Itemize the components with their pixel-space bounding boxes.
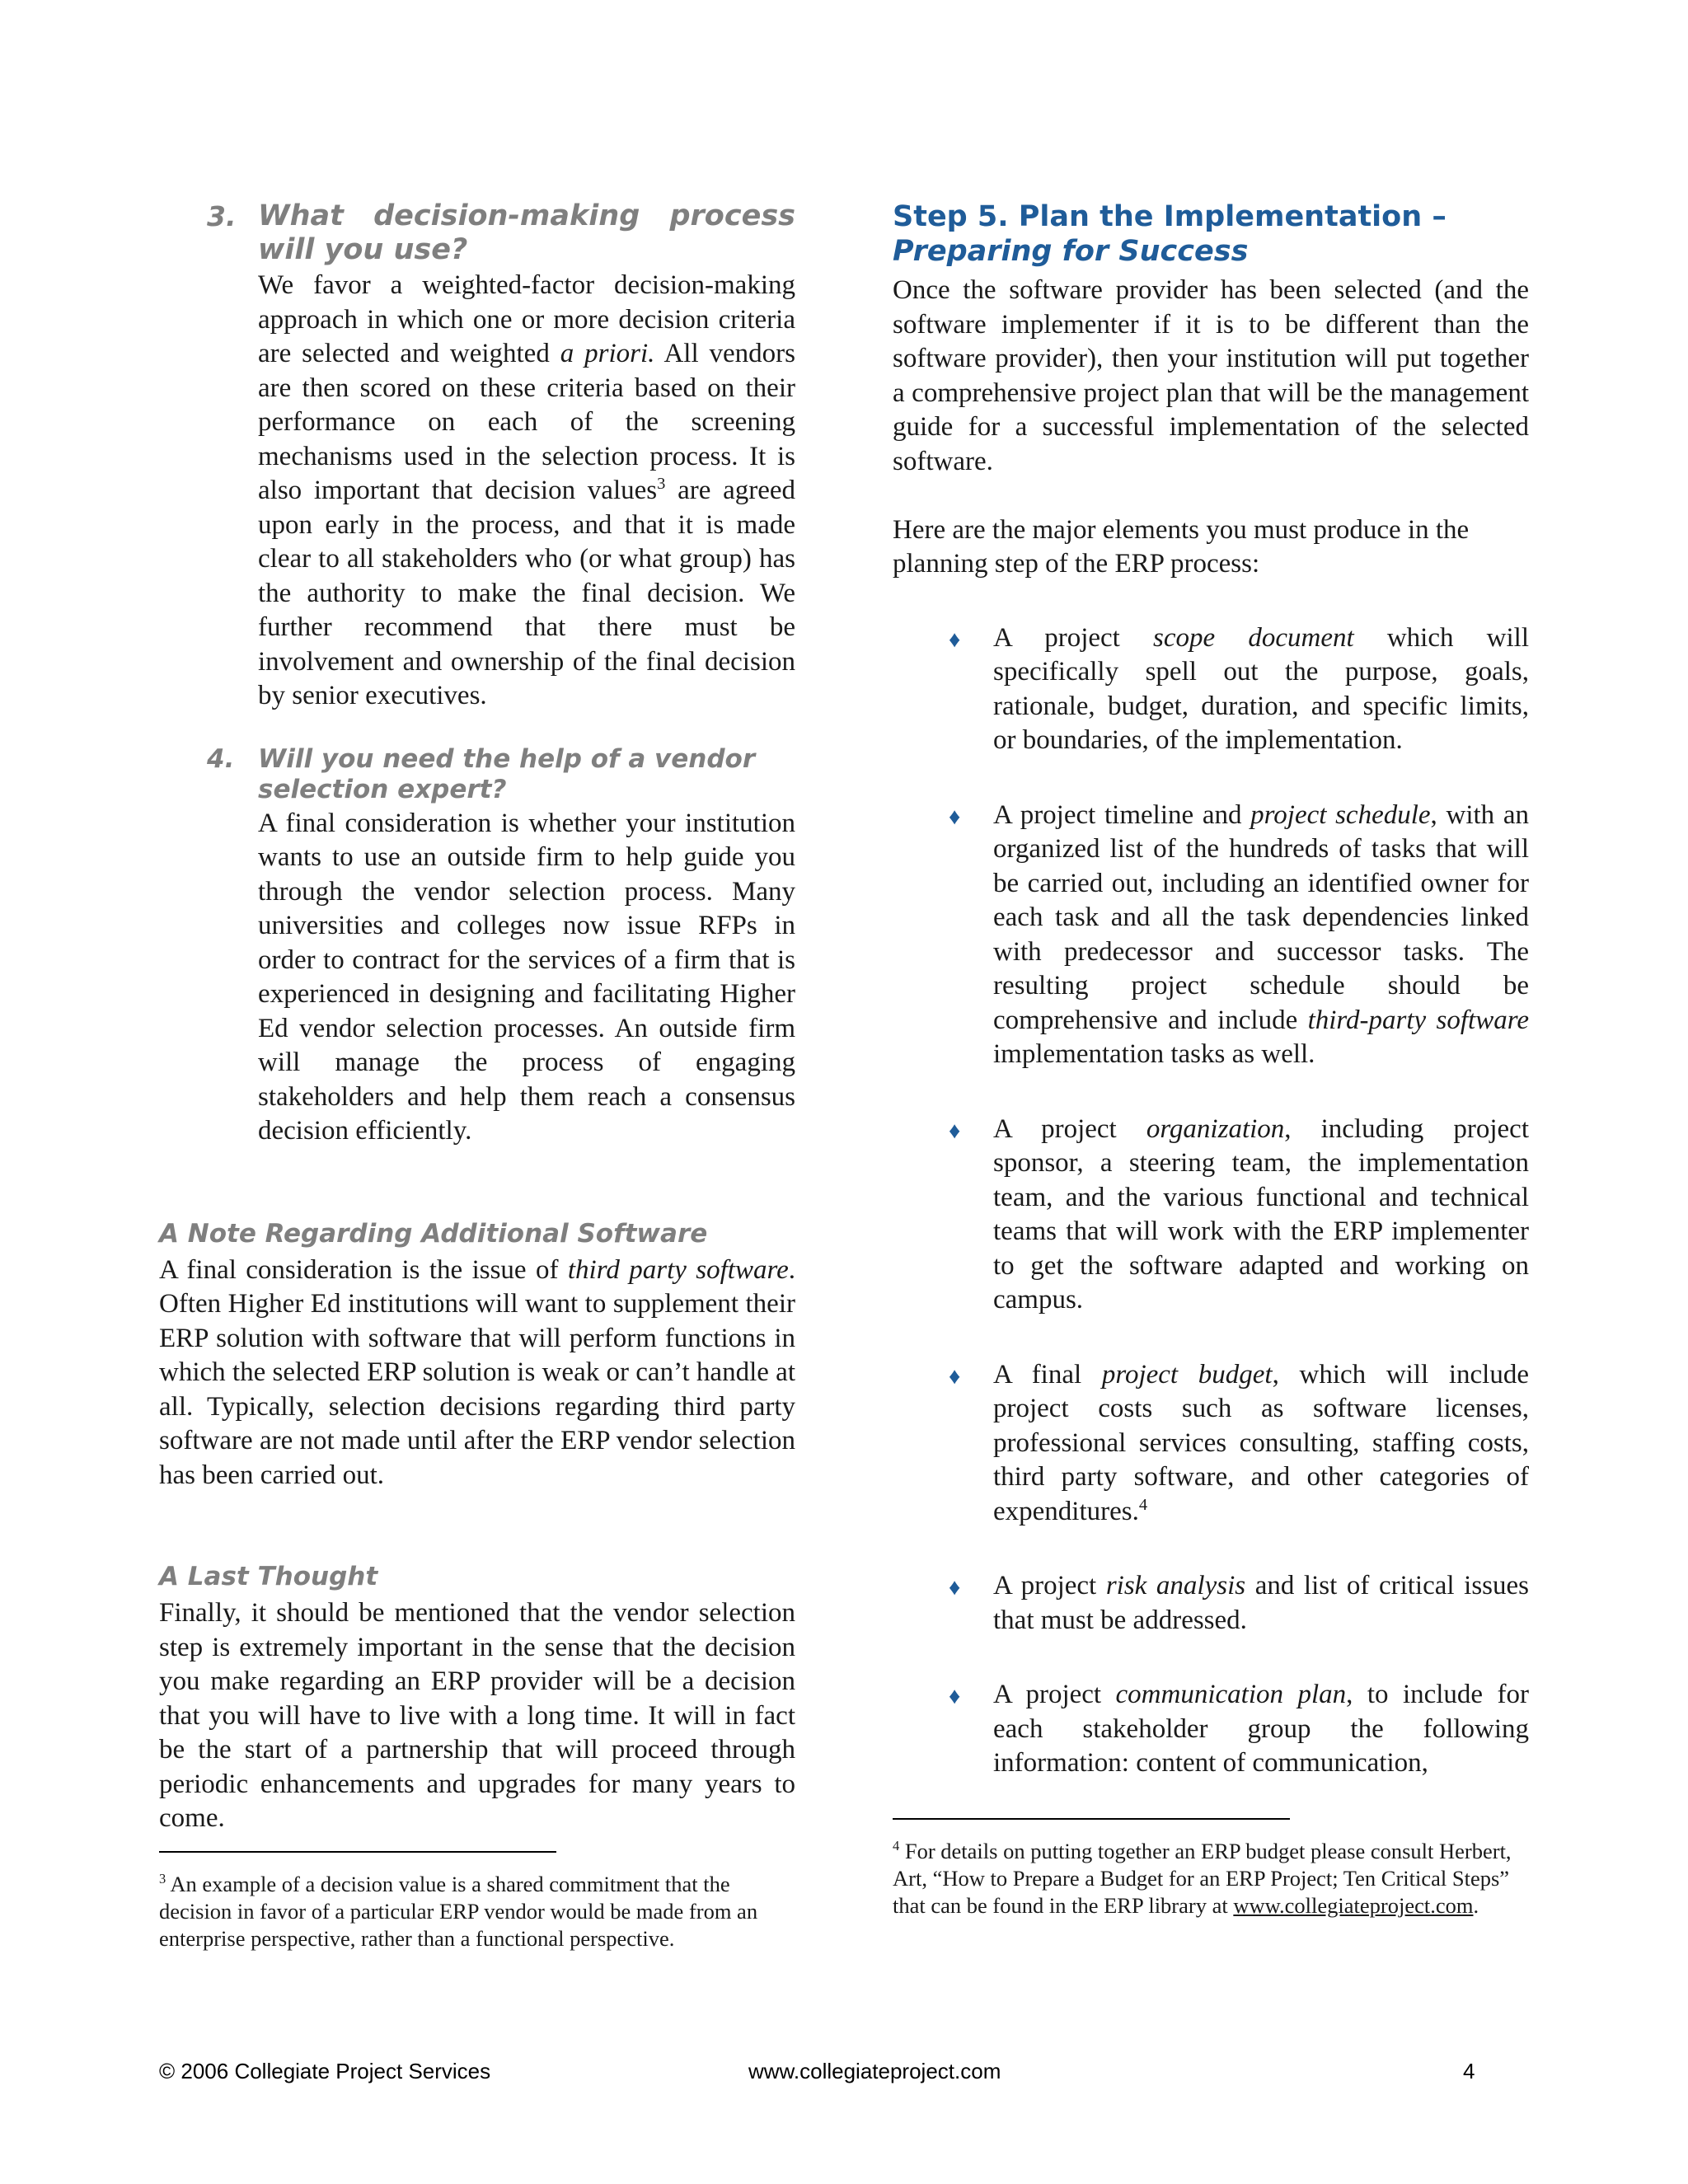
diamond-bullet-icon: ♦ bbox=[949, 804, 961, 830]
footnote-ref-4: 4 bbox=[1138, 1495, 1148, 1514]
right-column bbox=[893, 199, 1529, 1919]
diamond-bullet-icon: ♦ bbox=[949, 1363, 961, 1390]
question-3-title-line2: will you use? bbox=[258, 233, 468, 266]
list-item-scope-document: ♦ A project scope document which will specifically spell out the purpose, goals, rationale, budget, duration, and specific limits, or boundaries, of the implementation. bbox=[949, 622, 1529, 755]
question-4-number: 4. bbox=[207, 743, 235, 774]
list-item-project-budget: ♦ A final project budget, which will include project costs such as software licenses, professional services consulting, staffing costs, third party software, and other categories of expenditures.$^4$ bbox=[949, 1359, 1529, 1526]
last-thought-heading: A Last Thought bbox=[159, 1562, 378, 1591]
diamond-bullet-icon: ♦ bbox=[949, 1575, 961, 1601]
note-additional-software bbox=[159, 1218, 795, 1493]
footer-page-number: 4 bbox=[1463, 2059, 1475, 2083]
collegiateproject-link[interactable]: www.collegiateproject.com bbox=[1233, 1892, 1474, 1918]
elements-intro: Here are the major elements you must produce in the planning step of the ERP process: bbox=[893, 514, 1470, 579]
footer-website-link[interactable]: www.collegiateproject.com bbox=[748, 2059, 1001, 2083]
list-item-risk-analysis: ♦ A project risk analysis and list of critical issues that must be addressed. bbox=[949, 1571, 1529, 1635]
list-item-organization: ♦ A project organization, including project sponsor, a steering team, the implementation team, and the various functional and technical teams that will work with the ERP implementer to get the software adapted and working on campus. bbox=[949, 1113, 1529, 1315]
step-5-subtitle: Preparing for Success bbox=[893, 235, 1249, 268]
question-3-number: 3. bbox=[207, 200, 237, 232]
footnote-3: $^3$ An example of a decision value is a shared commitment that the decision in favor of a particular ERP vendor would be made from an enterprise perspective, rather than a functional perspective. bbox=[159, 1870, 758, 1951]
note-body: A final consideration is the issue of third party software. Often Higher Ed institutions will want to supplement their ERP solution with software that will perform functions in which the selected ERP solution is weak or can’t handle at all. Typically, selection decisions regarding third party software are not made until after the ERP vendor selection has been carried out. bbox=[159, 1254, 795, 1490]
note-heading: A Note Regarding Additional Software bbox=[159, 1218, 708, 1249]
question-4-body: A final consideration is whether your institution wants to use an outside firm to help guide you through the vendor selection process. Many universities and colleges now issue RFPs in order to contract for the services of a firm that is experienced in designing and facilitating Higher Ed vendor selection processes. An outside firm will manage the process of engaging stakeholders and help them reach a consensus decision efficiently. bbox=[258, 808, 795, 1146]
diamond-bullet-icon: ♦ bbox=[949, 1684, 961, 1709]
diamond-bullet-icon: ♦ bbox=[949, 1118, 961, 1144]
footnote-ref-3: 3 bbox=[657, 475, 666, 493]
elements-list bbox=[893, 621, 1529, 1781]
question-4 bbox=[159, 744, 795, 1149]
step-5-intro: Once the software provider has been selected (and the software implementer if it is to be different than the software provider), then your institution will put together a comprehensive project plan that will be the management guide for a successful implementation of the selected software. bbox=[893, 275, 1529, 476]
list-item-communication-plan: ♦ A project communication plan, to include for each stakeholder group the following information: content of communication, bbox=[949, 1680, 1529, 1778]
last-thought-body: Finally, it should be mentioned that the vendor selection step is extremely important in the sense that the decision you make regarding an ERP provider will be a decision that you will have to live with a long time. It will in fact be the start of a partnership that will proceed through periodic enhancements and upgrades for many years to come. bbox=[159, 1598, 795, 1833]
question-4-title-line2: selection expert? bbox=[258, 774, 507, 804]
step-5-heading: Step 5. Plan the Implementation – Preparing for Success bbox=[893, 200, 1447, 268]
question-3-body: We favor a weighted-factor decision-making approach in which one or more decision criteria are selected and weighted a priori. All vendors are then scored on these criteria based on their performance on each of the screening mechanisms used in the selection process. It is also important that decision values$^3$ are agreed upon early in the process, and that it is made clear to all stakeholders who (or what group) has the authority to make the final decision. We further recommend that there must be involvement and ownership of the final decision by senior executives. bbox=[258, 270, 795, 710]
footnote-4: $^4$ For details on putting together an ERP budget please consult Herbert, Art, “How to Prepare a Budget for an ERP Project; Ten Critical Steps” that can be found in the ERP library at www.collegiateproject.com. bbox=[893, 1837, 1512, 1918]
page-footer bbox=[159, 2059, 1475, 2088]
question-3-title-line1: What decision-making process bbox=[258, 199, 795, 232]
footnote-divider-left bbox=[159, 1851, 556, 1853]
footer-copyright: © 2006 Collegiate Project Services bbox=[159, 2059, 491, 2083]
left-column bbox=[159, 199, 795, 1952]
footnote-divider-right bbox=[893, 1818, 1290, 1820]
list-item-project-schedule: ♦ A project timeline and project schedule, with an organized list of the hundreds of tasks that will be carried out, including an identified owner for each task and all the task dependencies linked with predecessor and successor tasks. The resulting project schedule should be comprehensive and include third-party software implementation tasks as well. bbox=[949, 799, 1529, 1069]
diamond-bullet-icon: ♦ bbox=[949, 626, 961, 653]
question-3 bbox=[159, 199, 795, 714]
last-thought-section bbox=[159, 1561, 795, 1836]
question-4-title-line1: Will you need the help of a vendor bbox=[258, 743, 756, 774]
